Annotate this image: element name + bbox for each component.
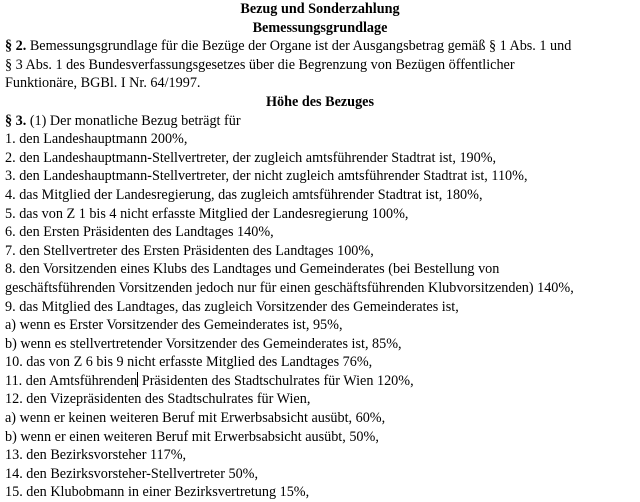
list-item: 5. das von Z 1 bis 4 nicht erfasste Mitglied der Landesregierung 100%, bbox=[5, 205, 409, 222]
list-item: 15. den Klubobmann in einer Bezirksvertretung 15%, bbox=[5, 484, 310, 501]
list-item: a) wenn es Erster Vorsitzender des Gemeinderates ist, 95%, bbox=[5, 317, 343, 334]
list-item: 1. den Landeshauptmann 200%, bbox=[5, 131, 188, 148]
list-item: 9. das Mitglied des Landtages, das zugleich Vorsitzender des Gemeinderates ist, bbox=[5, 298, 459, 315]
list-item: 14. den Bezirksvorsteher-Stellvertreter 50%, bbox=[5, 465, 259, 482]
section-2-mark: § 2. bbox=[5, 38, 27, 55]
list-item: b) wenn er einen weiteren Beruf mit Erwerbsabsicht ausübt, 50%, bbox=[5, 428, 379, 445]
heading-hoehe-des-bezuges: Höhe des Bezuges bbox=[266, 93, 374, 110]
list-item: 6. den Ersten Präsidenten des Landtages 140%, bbox=[5, 224, 274, 241]
list-item: 13. den Bezirksvorsteher 117%, bbox=[5, 447, 187, 464]
section-2-text-1: Bemessungsgrundlage für die Bezüge der Organe ist der Ausgangsbetrag gemäß § 1 Abs. 1 und bbox=[26, 38, 572, 55]
list-item: 12. den Vizepräsidenten des Stadtschulrates für Wien, bbox=[5, 391, 311, 408]
section-2-line-2: § 3 Abs. 1 des Bundesverfassungsgesetzes über die Begrenzung von Bezügen öffentlicher bbox=[5, 56, 515, 73]
section-3-mark: § 3. bbox=[5, 112, 27, 129]
document-body bbox=[5, 0, 640, 502]
list-item: 4. das Mitglied der Landesregierung, das zugleich amtsführender Stadtrat ist, 180%, bbox=[5, 186, 483, 203]
list-item-11[interactable] bbox=[5, 372, 640, 391]
section-3-intro-line bbox=[5, 112, 640, 131]
list-item: 8. den Vorsitzenden eines Klubs des Landtages und Gemeinderates (bei Bestellung von bbox=[5, 261, 500, 278]
list-item: b) wenn es stellvertretender Vorsitzender des Gemeinderates ist, 85%, bbox=[5, 335, 402, 352]
list-item: 3. den Landeshauptmann-Stellvertreter, der nicht zugleich amtsführender Stadtrat ist, 110%, bbox=[5, 168, 528, 185]
list-item-11-text-before-cursor: 11. den Amtsführenden bbox=[5, 372, 138, 389]
list-item: 2. den Landeshauptmann-Stellvertreter, der zugleich amtsführender Stadtrat ist, 190%, bbox=[5, 149, 497, 166]
list-item-11-text-after-cursor: Präsidenten des Stadtschulrates für Wien 120%, bbox=[138, 372, 414, 389]
heading-bezug-und-sonderzahlung: Bezug und Sonderzahlung bbox=[240, 1, 400, 17]
list-item: 7. den Stellvertreter des Ersten Präsidenten des Landtages 100%, bbox=[5, 242, 374, 259]
section-2-line-3: Funktionäre, BGBl. I Nr. 64/1997. bbox=[5, 75, 201, 92]
list-item: 10. das von Z 6 bis 9 nicht erfasste Mitglied des Landtages 76%, bbox=[5, 354, 373, 371]
section-3-intro: (1) Der monatliche Bezug beträgt für bbox=[26, 112, 241, 129]
heading-bemessungsgrundlage: Bemessungsgrundlage bbox=[252, 19, 388, 36]
list-item: a) wenn er keinen weiteren Beruf mit Erwerbsabsicht ausübt, 60%, bbox=[5, 410, 386, 427]
section-2-line-1 bbox=[5, 37, 640, 56]
list-item: geschäftsführenden Vorsitzenden jedoch nur für einen geschäftsführenden Klubvorsitzenden) 140%, bbox=[5, 279, 574, 296]
